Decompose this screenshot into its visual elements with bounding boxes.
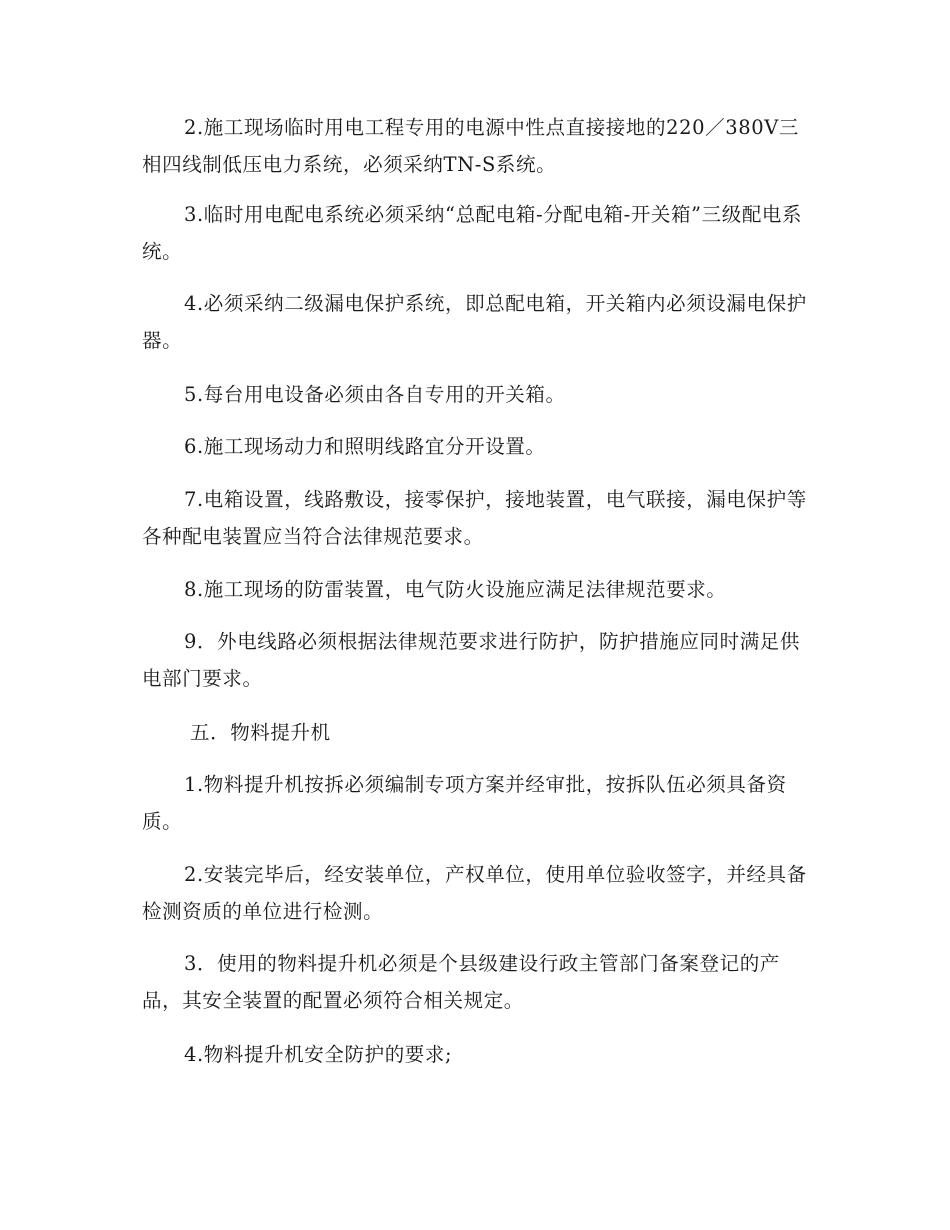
paragraph-item-7: 7.电箱设置，线路敷设，接零保护，接地装置，电气联接，漏电保护等各种配电装置应当符合法律规范要求。 — [142, 488, 807, 548]
paragraph-item-6: 6.施工现场动力和照明线路宜分开设置。 — [184, 435, 546, 458]
paragraph-item-8: 8.施工现场的防雷装置，电气防火设施应满足法律规范要求。 — [184, 578, 727, 601]
section-heading: 五．物料提升机 — [190, 721, 331, 744]
section-paragraph-2: 2.安装完毕后，经安装单位，产权单位，使用单位验收签字，并经具备检测资质的单位进行检测。 — [142, 863, 807, 923]
section-paragraph-4: 4.物料提升机安全防护的要求; — [184, 1043, 453, 1066]
paragraph-item-2: 2.施工现场临时用电工程专用的电源中性点直接接地的220／380V三相四线制低压电力系统，必须采纳TN-S系统。 — [142, 116, 800, 176]
paragraph-item-5: 5.每台用电设备必须由各自专用的开关箱。 — [184, 383, 566, 406]
section-paragraph-3: 3．使用的物料提升机必须是个县级建设行政主管部门备案登记的产品，其安全装置的配置必须符合相关规定。 — [142, 952, 780, 1012]
paragraph-item-9: 9．外电线路必须根据法律规范要求进行防护，防护措施应同时满足供电部门要求。 — [142, 630, 801, 690]
section-paragraph-1: 1.物料提升机按拆必须编制专项方案并经审批，按拆队伍必须具备资质。 — [142, 773, 787, 833]
paragraph-item-4: 4.必须采纳二级漏电保护系统，即总配电箱，开关箱内必须设漏电保护器。 — [142, 292, 807, 352]
paragraph-item-3: 3.临时用电配电系统必须采纳“总配电箱-分配电箱-开关箱”三级配电系统。 — [142, 203, 803, 263]
